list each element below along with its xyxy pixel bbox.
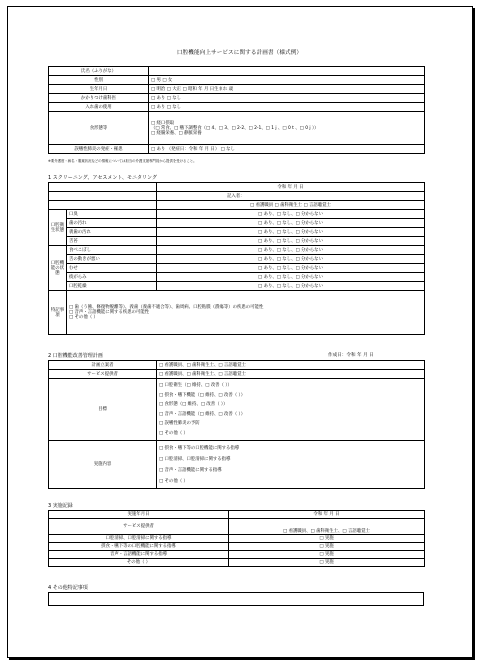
plan-table — [48, 360, 425, 489]
content-option[interactable]: □ 口腔清掃、口腔清掃に関する指導 — [159, 456, 231, 462]
document-title: 口腔機能向上サービスに関する計画書（様式例） — [176, 50, 303, 56]
dentist-label: かかりつけ歯科医 — [49, 94, 149, 103]
content-option[interactable]: □ その他（ ） — [159, 478, 188, 484]
planner-label: 計画立案者 — [49, 361, 157, 370]
goal-options[interactable] — [157, 379, 425, 441]
provider-label: サービス提供者 — [49, 370, 157, 379]
item-options[interactable]: □ あり、□ なし、□ 分からない — [157, 282, 425, 291]
meal-type-options[interactable]: （□ 常食、□ 嚥下調整食（□ 4、□ 3、□ 2-2、□ 2-1、□ 1 j 、□ 0 t 、□ 0 j ）） — [151, 125, 319, 131]
section4-heading: 4 その他特記事項 — [48, 585, 88, 591]
section3-heading: 3 実施記録 — [48, 503, 73, 509]
record-row-check[interactable]: □ 実施 — [229, 559, 425, 567]
item-options[interactable]: □ あり、□ なし、□ 分からない — [157, 228, 425, 237]
furigana-field[interactable] — [149, 67, 425, 76]
sex-options[interactable]: □ 男 □ 女 — [149, 76, 425, 85]
meal-form-options[interactable] — [149, 112, 425, 145]
provider-options[interactable]: □ 看護職員、□ 歯科衛生士、□ 言語聴覚士 — [157, 370, 425, 379]
item-label: 義歯の汚れ — [67, 228, 157, 237]
record-row-check[interactable]: □ 実施 — [229, 535, 425, 543]
record-row-check[interactable]: □ 実施 — [229, 543, 425, 551]
item-options[interactable]: □ あり、□ なし、□ 分からない — [157, 273, 425, 282]
goal-option[interactable]: □ 口腔衛生（□ 維持、□ 改善（ ）） — [159, 383, 232, 388]
goal-option[interactable]: □ 誤嚥性肺炎の予防 — [159, 421, 200, 426]
item-label: 舌苔 — [67, 237, 157, 246]
section2-created-date[interactable]: 作成日：令和 年 月 日 — [328, 353, 374, 358]
item-options[interactable]: □ あり、□ なし、□ 分からない — [157, 210, 425, 219]
content-option[interactable]: □ 摂食・嚥下等の口腔機能に関する指導 — [159, 445, 240, 451]
item-label: 舌の動きが悪い — [67, 255, 157, 264]
record-row-label: 口腔清掃、口腔清掃に関する指導 — [49, 535, 229, 543]
meal-oral-option[interactable]: □ 経口摂取 — [151, 120, 175, 126]
item-options[interactable]: □ あり、□ なし、□ 分からない — [157, 255, 425, 264]
oral-function-group-label: 口腔機能の状態 — [49, 246, 67, 291]
denture-label: 入れ歯の使用 — [49, 103, 149, 112]
content-label: 実施内容 — [49, 441, 157, 489]
record-provider-label: サービス提供者 — [49, 519, 229, 535]
meal-form-label: 食形態等 — [49, 112, 149, 145]
denture-options[interactable]: □ あり □ なし — [149, 103, 425, 112]
oral-hygiene-group-label: 口腔衛生状態 — [49, 210, 67, 246]
profile-table — [48, 66, 425, 154]
item-label: 口臭 — [67, 210, 157, 219]
special-notes-options[interactable] — [67, 291, 425, 335]
section1-heading: 1 スクリーニング、アセスメント、モニタリング — [48, 175, 157, 181]
meal-tube-options[interactable]: □ 経腸栄養、□ 静脈栄養 — [151, 130, 202, 136]
aspiration-options[interactable]: □ あり （発症日：令和 年 月 日） □ なし — [149, 145, 425, 154]
item-label: 口腔乾燥 — [67, 282, 157, 291]
recorder-label[interactable]: 記入者： — [157, 192, 425, 201]
record-row-label: 音声・言語機能に関する指導 — [49, 551, 229, 559]
item-label: 痰がらみ — [67, 273, 157, 282]
section2-heading: 2 口腔機能改善管理計画 — [48, 353, 103, 359]
record-row-label: その他（ ） — [49, 559, 229, 567]
record-date-label: 実施年月日 — [49, 511, 229, 519]
special-notes-box[interactable] — [48, 592, 424, 606]
planner-options[interactable]: □ 看護職員、□ 歯科衛生士、□ 言語聴覚士 — [157, 361, 425, 370]
furigana-label: 氏名（ふりがな） — [49, 67, 149, 76]
dentist-options[interactable]: □ あり □ なし — [149, 94, 425, 103]
goal-option[interactable]: □ その他（ ） — [159, 430, 188, 436]
special-notes-label: 特記事項 — [49, 291, 67, 335]
item-options[interactable]: □ あり、□ なし、□ 分からない — [157, 264, 425, 273]
screening-table — [48, 182, 425, 335]
special-other-option[interactable]: □ その他（ ） — [69, 315, 98, 320]
birth-label: 生年月日 — [49, 85, 149, 94]
item-label: むせ — [67, 264, 157, 273]
recorder-roles[interactable]: □ 看護職員 □ 歯科衛生士 □ 言語聴覚士 — [157, 201, 425, 210]
item-label: 食べこぼし — [67, 246, 157, 255]
sex-label: 性別 — [49, 76, 149, 85]
record-date-field[interactable]: 令和 年 月 日 — [229, 511, 425, 519]
profile-note: ※要介護度・病名・服薬状況などの情報については担当の介護支援専門員から提供を受けること。 — [48, 159, 197, 163]
screening-date[interactable]: 令和 年 月 日 — [157, 183, 425, 192]
record-table — [48, 510, 425, 567]
content-option[interactable]: □ 音声・言語機能に関する指導 — [159, 467, 222, 473]
content-options[interactable] — [157, 441, 425, 489]
goal-label: 目標 — [49, 379, 157, 441]
special-speech-option[interactable]: □ 音声・言語機能に関する疾患の可能性 — [69, 310, 150, 315]
item-label: 歯の汚れ — [67, 219, 157, 228]
aspiration-label: 誤嚥性肺炎の発症・罹患 — [49, 145, 149, 154]
birth-field[interactable]: □ 明治 □ 大正 □ 昭和 年 月 日生まれ 歳 — [149, 85, 425, 94]
record-provider-options[interactable]: □ 看護職員、□ 歯科衛生士、□ 言語聴覚士 — [229, 519, 425, 535]
goal-option[interactable]: □ 摂食・嚥下機能（□ 維持、□ 改善（ ）） — [159, 392, 246, 398]
item-options[interactable]: □ あり、□ なし、□ 分からない — [157, 246, 425, 255]
item-options[interactable]: □ あり、□ なし、□ 分からない — [157, 219, 425, 228]
record-row-check[interactable]: □ 実施 — [229, 551, 425, 559]
special-disease-option[interactable]: □ 歯（う蝕、修復物脱離等）、義歯（義歯不適合等）、歯周病、口腔粘膜（潰瘍等）の疾患の可能性 — [69, 305, 264, 310]
goal-option[interactable]: □ 食形態（□ 維持、□ 改善（ ）） — [159, 402, 228, 407]
item-options[interactable]: □ あり、□ なし、□ 分からない — [157, 237, 425, 246]
goal-option[interactable]: □ 音声・言語機能（□ 維持、□ 改善（ ）） — [159, 411, 246, 417]
record-row-label: 摂食・嚥下等の口腔機能に関する指導 — [49, 543, 229, 551]
